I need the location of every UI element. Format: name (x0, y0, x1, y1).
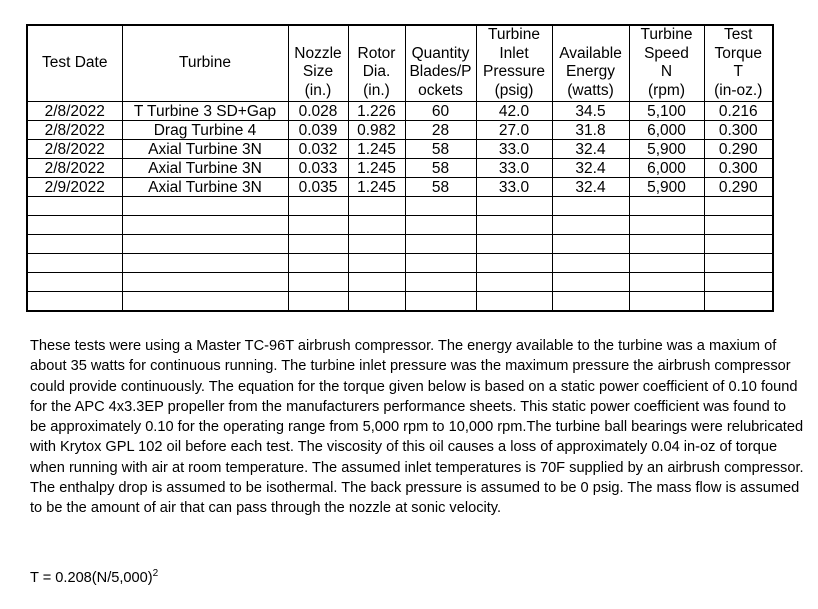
table-cell (476, 292, 552, 312)
table-cell (704, 292, 773, 312)
table-row (27, 121, 773, 140)
table-cell: 31.8 (552, 121, 629, 140)
table-row (27, 159, 773, 178)
table-cell (348, 216, 405, 235)
table-cell: 1.245 (348, 140, 405, 159)
table-cell (27, 292, 122, 312)
table-row (27, 140, 773, 159)
table-row (27, 235, 773, 254)
table-row (27, 216, 773, 235)
table-cell: 0.300 (704, 121, 773, 140)
table-cell: 58 (405, 140, 476, 159)
column-header (629, 25, 704, 102)
table-cell (122, 235, 288, 254)
table-cell (405, 216, 476, 235)
table-cell (122, 254, 288, 273)
table-cell (704, 235, 773, 254)
table-cell (629, 235, 704, 254)
table-cell (348, 254, 405, 273)
table-cell (288, 254, 348, 273)
table-cell (288, 235, 348, 254)
column-header (476, 25, 552, 102)
table-cell: 5,100 (629, 102, 704, 121)
column-header-line: Test (724, 26, 753, 43)
table-body (27, 102, 773, 312)
table-cell: Drag Turbine 4 (122, 121, 288, 140)
column-header-line: (rpm) (647, 81, 686, 99)
column-header (122, 25, 288, 102)
equation-exponent: 2 (152, 568, 159, 579)
table-cell (288, 216, 348, 235)
column-header-line: (watts) (567, 81, 614, 99)
table-cell: 27.0 (476, 121, 552, 140)
column-header-line: Pressure (482, 63, 546, 80)
table-row (27, 273, 773, 292)
column-header-line: Rotor (357, 44, 396, 62)
table-cell (704, 216, 773, 235)
table-cell (629, 216, 704, 235)
column-header (704, 25, 773, 102)
column-header (27, 25, 122, 102)
table-cell (405, 292, 476, 312)
table-row (27, 292, 773, 312)
table-cell: 0.032 (288, 140, 348, 159)
table-cell: 58 (405, 159, 476, 178)
table-cell: 0.039 (288, 121, 348, 140)
table-cell: 32.4 (552, 159, 629, 178)
table-cell (288, 197, 348, 216)
table-row (27, 254, 773, 273)
table-row (27, 102, 773, 121)
column-header-line: T (733, 63, 743, 80)
column-header-line: Speed (644, 44, 689, 62)
table-cell: 60 (405, 102, 476, 121)
table-cell: 28 (405, 121, 476, 140)
column-header-line: (in.) (363, 81, 390, 99)
table-cell: 0.290 (704, 140, 773, 159)
table-cell: 33.0 (476, 159, 552, 178)
table-cell: 0.035 (288, 178, 348, 197)
column-header-line: Test Date (42, 53, 108, 71)
table-cell: 33.0 (476, 178, 552, 197)
column-header-line: Turbine (179, 53, 231, 71)
turbine-test-table (26, 24, 774, 312)
table-cell: Axial Turbine 3N (122, 159, 288, 178)
torque-equation (30, 568, 158, 586)
table-cell (629, 273, 704, 292)
table-cell: 2/8/2022 (27, 140, 122, 159)
column-header-line: Quantity (411, 44, 470, 62)
table-cell: Axial Turbine 3N (122, 178, 288, 197)
column-header-line: Dia. (362, 63, 391, 80)
column-header-line: (in.) (304, 81, 332, 99)
table-cell: 2/8/2022 (27, 159, 122, 178)
table-cell (552, 216, 629, 235)
column-header-line: Turbine (640, 26, 693, 43)
table-cell: T Turbine 3 SD+Gap (122, 102, 288, 121)
table-cell (476, 273, 552, 292)
table-cell: 0.028 (288, 102, 348, 121)
table-cell (552, 254, 629, 273)
table-cell: 0.982 (348, 121, 405, 140)
table-cell: 0.033 (288, 159, 348, 178)
table-cell (405, 254, 476, 273)
table-cell (476, 216, 552, 235)
column-header-line: Torque (714, 44, 762, 62)
column-header-line: Nozzle (294, 44, 342, 62)
table-cell: 42.0 (476, 102, 552, 121)
table-cell: 6,000 (629, 121, 704, 140)
table-cell: 2/8/2022 (27, 121, 122, 140)
table-cell (552, 197, 629, 216)
table-cell (27, 216, 122, 235)
table-cell (629, 254, 704, 273)
column-header-line: Energy (565, 63, 616, 80)
table-cell (288, 292, 348, 312)
table-cell: 2/9/2022 (27, 178, 122, 197)
table-cell (27, 273, 122, 292)
column-header (288, 25, 348, 102)
table-cell (122, 197, 288, 216)
table-cell (122, 216, 288, 235)
table-cell: 1.245 (348, 178, 405, 197)
column-header-line: Size (302, 63, 334, 80)
column-header-line: (in-oz.) (714, 81, 763, 99)
column-header (348, 25, 405, 102)
table-cell (122, 273, 288, 292)
table-cell: 1.226 (348, 102, 405, 121)
column-header-line: (psig) (494, 81, 534, 99)
table-cell: 0.290 (704, 178, 773, 197)
table-cell (552, 273, 629, 292)
table-cell (348, 235, 405, 254)
table-cell (122, 292, 288, 312)
table-cell (704, 273, 773, 292)
table-cell: 0.216 (704, 102, 773, 121)
table-cell: 6,000 (629, 159, 704, 178)
table-cell: 33.0 (476, 140, 552, 159)
column-header-line: ockets (418, 81, 463, 99)
table-cell (552, 235, 629, 254)
table-cell (552, 292, 629, 312)
table-cell (348, 273, 405, 292)
table-cell (27, 197, 122, 216)
table-cell (476, 254, 552, 273)
column-header-line: Blades/P (409, 63, 472, 80)
table-cell: 5,900 (629, 178, 704, 197)
table-cell: 5,900 (629, 140, 704, 159)
column-header-line: Turbine (488, 26, 540, 43)
table-cell (348, 197, 405, 216)
table-cell: 32.4 (552, 178, 629, 197)
table-cell (405, 197, 476, 216)
table-cell: 2/8/2022 (27, 102, 122, 121)
column-header-line: Available (559, 44, 622, 62)
table-cell (476, 235, 552, 254)
table-row (27, 197, 773, 216)
table-cell: 1.245 (348, 159, 405, 178)
table-cell: 32.4 (552, 140, 629, 159)
table-cell (348, 292, 405, 312)
table-cell: Axial Turbine 3N (122, 140, 288, 159)
table-cell: 58 (405, 178, 476, 197)
column-header (552, 25, 629, 102)
column-header (405, 25, 476, 102)
table-cell (27, 254, 122, 273)
table-cell (27, 235, 122, 254)
table-cell: 0.300 (704, 159, 773, 178)
table-cell (629, 197, 704, 216)
table-cell (629, 292, 704, 312)
column-header-line: Inlet (499, 44, 529, 62)
table-cell (405, 273, 476, 292)
table-cell (476, 197, 552, 216)
column-header-line: N (660, 63, 673, 80)
table-cell (704, 197, 773, 216)
table-cell: 34.5 (552, 102, 629, 121)
test-notes-paragraph: These tests were using a Master TC-96T airbrush compressor. The energy available to the turbine was a maxium of about 35 watts for continuous running. The turbine inlet pressure was the maximum pressure the airbrush compressor could provide continuously. The equation for the torque given below is based on a static power coefficient of 0.10 found for the APC 4x3.3EP propeller from the manufacturers performance sheets. This static power coefficient was found to be approximately 0.10 for the operating range from 5,000 rpm to 10,000 rpm.The turbine ball bearings were relubricated with Krytox GPL 102 oil before each test. The viscosity of this oil causes a loss of approximately 0.04 in-oz of torque when running with air at room temperature. The assumed inlet temperatures is 70F supplied by an airbrush compressor. The enthalpy drop is assumed to be isothermal. The back pressure is assumed to be 0 psig. The mass flow is assumed to be the amount of air that can pass through the nozzle at sonic velocity. (30, 338, 804, 517)
table-row (27, 178, 773, 197)
table-header-row (27, 25, 773, 102)
table-cell (704, 254, 773, 273)
equation-base: T = 0.208(N/5,000) (30, 570, 153, 586)
table-cell (288, 273, 348, 292)
table-cell (405, 235, 476, 254)
